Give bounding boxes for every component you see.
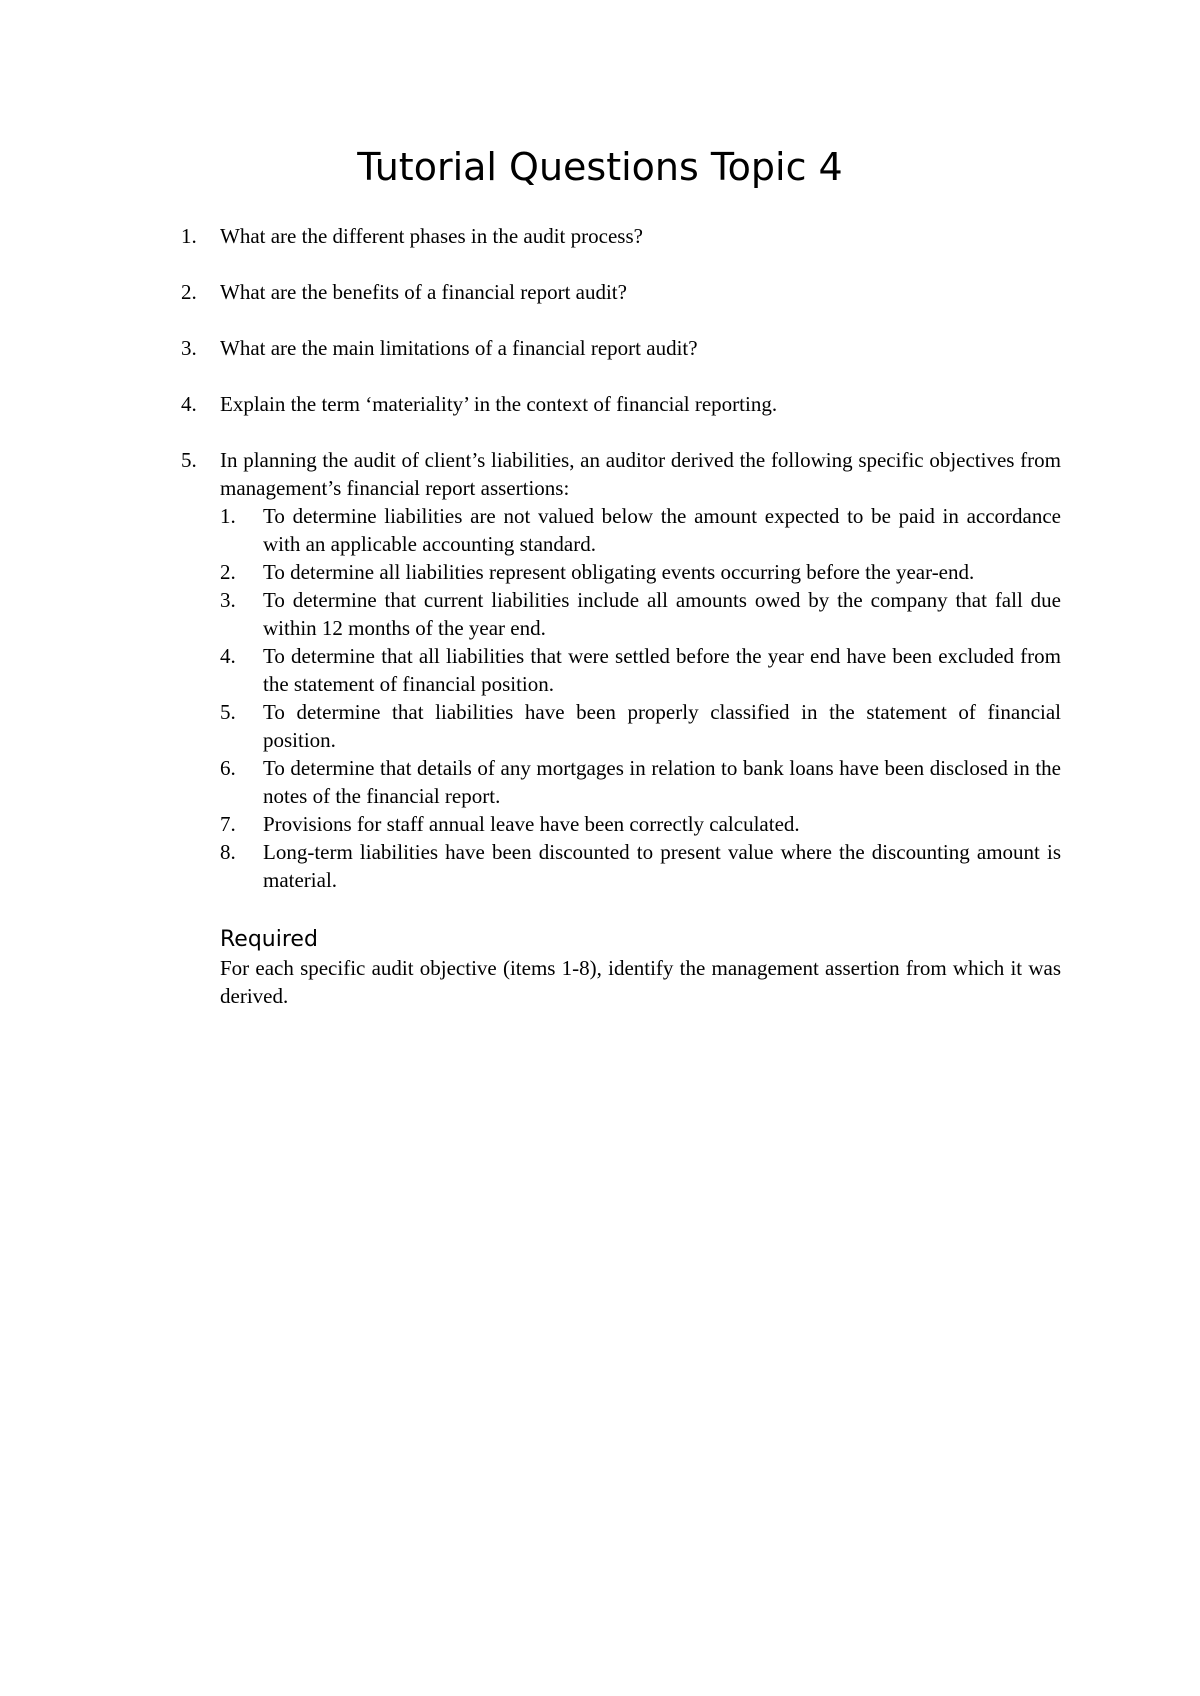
question-number: 2.: [181, 280, 197, 304]
objective-text: To determine that liabilities have been properly classified in the statement of financial position.: [263, 700, 1061, 752]
question-number: 1.: [181, 224, 197, 248]
objective-text: To determine liabilities are not valued below the amount expected to be paid in accordance with an applicable accounting standard.: [263, 504, 1061, 556]
objective-text: To determine all liabilities represent obligating events occurring before the year-end.: [263, 560, 975, 584]
objective-number: 4.: [220, 644, 236, 668]
question-item: [181, 222, 1061, 250]
required-text: For each specific audit objective (items 1-8), identify the management assertion from which it was derived.: [220, 956, 1061, 1008]
objective-text: To determine that current liabilities include all amounts owed by the company that fall due within 12 months of the year end.: [263, 588, 1061, 640]
question-item: [181, 334, 1061, 362]
objective-item: [220, 586, 1061, 642]
objective-item: [220, 838, 1061, 894]
objective-item: [220, 698, 1061, 754]
objective-item: [220, 810, 1061, 838]
question-text: In planning the audit of client’s liabilities, an auditor derived the following specific objectives from management’s financial report assertions:: [220, 448, 1061, 500]
objective-text: To determine that details of any mortgages in relation to bank loans have been disclosed in the notes of the financial report.: [263, 756, 1061, 808]
objective-text: Long-term liabilities have been discounted to present value where the discounting amount is material.: [263, 840, 1061, 892]
objectives-list: [220, 502, 1061, 894]
objective-text: To determine that all liabilities that were settled before the year end have been excluded from the statement of financial position.: [263, 644, 1061, 696]
question-item: [181, 390, 1061, 418]
objective-item: [220, 502, 1061, 558]
objective-item: [220, 558, 1061, 586]
question-item: [181, 446, 1061, 894]
objective-number: 3.: [220, 588, 236, 612]
page-title: Tutorial Questions Topic 4: [357, 145, 843, 189]
objective-number: 7.: [220, 812, 236, 836]
objective-number: 2.: [220, 560, 236, 584]
question-text: What are the benefits of a financial report audit?: [220, 280, 627, 304]
question-text: What are the different phases in the audit process?: [220, 224, 643, 248]
question-text: What are the main limitations of a financial report audit?: [220, 336, 698, 360]
objective-item: [220, 642, 1061, 698]
objective-number: 6.: [220, 756, 236, 780]
objective-text: Provisions for staff annual leave have been correctly calculated.: [263, 812, 800, 836]
required-heading: Required: [220, 927, 318, 952]
question-text: Explain the term ‘materiality’ in the context of financial reporting.: [220, 392, 778, 416]
question-number: 4.: [181, 392, 197, 416]
objective-number: 1.: [220, 504, 236, 528]
document-body: [181, 222, 1061, 1010]
objective-number: 5.: [220, 700, 236, 724]
question-item: [181, 278, 1061, 306]
question-number: 3.: [181, 336, 197, 360]
objective-number: 8.: [220, 840, 236, 864]
question-number: 5.: [181, 448, 197, 472]
objective-item: [220, 754, 1061, 810]
